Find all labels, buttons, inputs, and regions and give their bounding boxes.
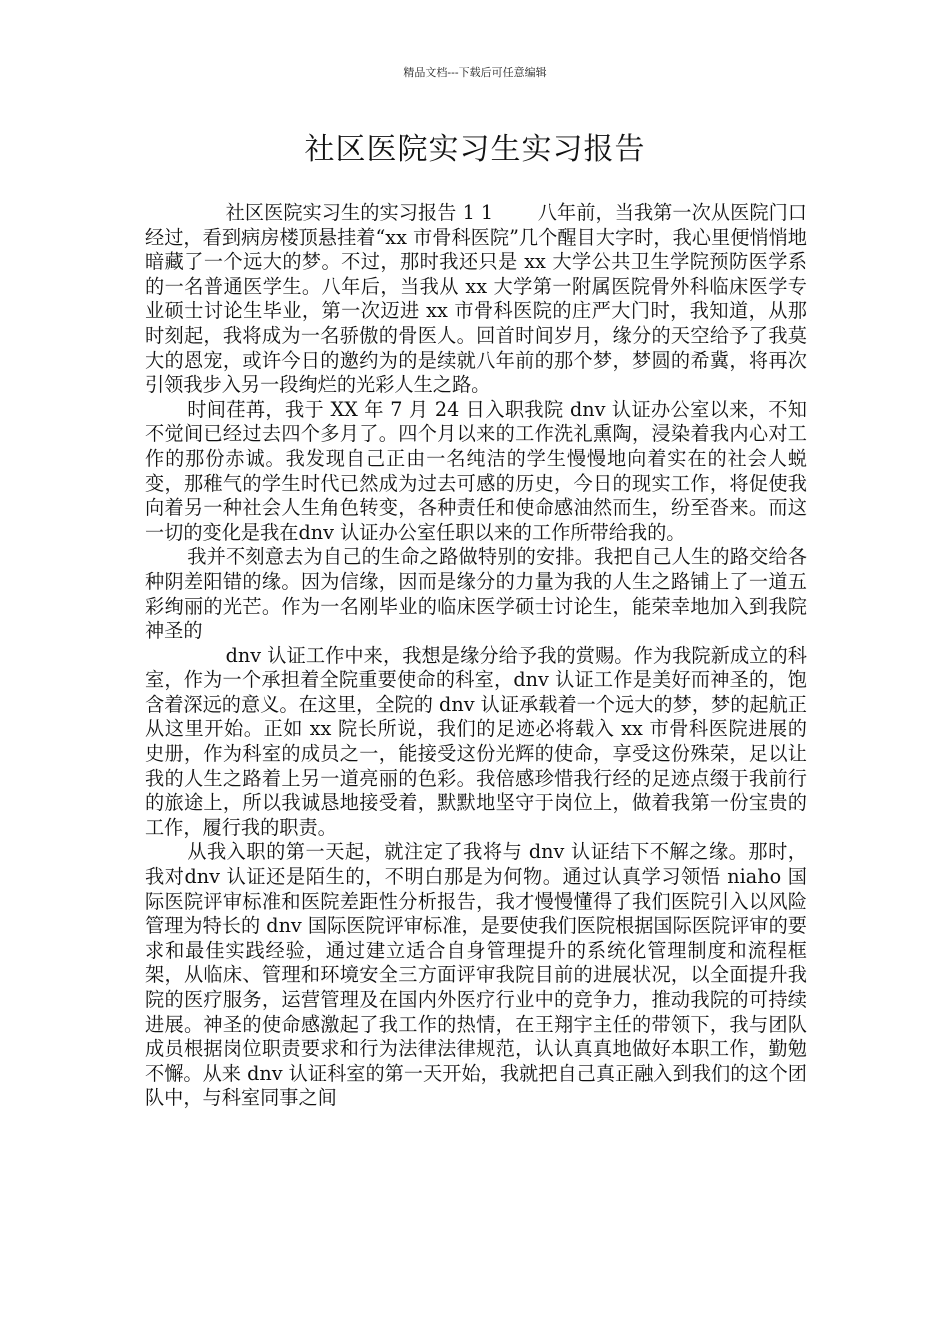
paragraph-first-day: 从我入职的第一天起，就注定了我将与 dnv 认证结下不解之缘。那时，我对dnv 认证还是陌生的，不明白那是为何物。通过认真学习领悟 niaho 国际医院评审标准和医院差距性分析报告，我才慢慢懂得了我们医院引入以风险管理为特长的 dnv 国际医院评审标准，是要使我们医院根据国际医院评审的要求和最佳实践经验，通过建立适合自身管理提升的系统化管理制度和流程框架，从临床、管理和环境安全三方面评审我院目前的进展状况，以全面提升我院的医疗服务，运营管理及在国内外医疗行业中的竞争力，推动我院的可持续进展。神圣的使命感激起了我工作的热情，在王翔宇主任的带领下，我与团队成员根据岗位职责要求和行为法律法律规范，认认真真地做好本职工作，勤勉不懈。从来 dnv 认证科室的第一天开始，我就把自己真正融入到我们的这个团队中，与科室同事之间 bbox=[145, 840, 807, 1110]
paragraph-fate: 我并不刻意去为自己的生命之路做特别的安排。我把自己人生的路交给各种阴差阳错的缘。因为信缘，因而是缘分的力量为我的人生之路铺上了一道五彩绚丽的光芒。作为一名刚毕业的临床医学硕士讨论生，能荣幸地加入到我院神圣的 bbox=[145, 545, 807, 643]
paragraph-time: 时间荏苒，我于 XX 年 7 月 24 日入职我院 dnv 认证办公室以来，不知不觉间已经过去四个多月了。四个月以来的工作洗礼熏陶，浸染着我内心对工作的那份赤诚。我发现自己正由一名纯洁的学生慢慢地向着实在的社会人蜕变，那稚气的学生时代已然成为过去可感的历史，今日的现实工作，将促使我向着另一种社会人生角色转变，各种责任和使命感油然而生，纷至沓来。而这一切的变化是我在dnv 认证办公室任职以来的工作所带给我的。 bbox=[145, 397, 807, 544]
document-title: 社区医院实习生实习报告 bbox=[304, 132, 646, 167]
paragraph-dnv-work: dnv 认证工作中来，我想是缘分给予我的赏赐。作为我院新成立的科室，作为一个承担着全院重要使命的科室，dnv 认证工作是美好而神圣的，饱含着深远的意义。在这里，全院的 dnv 认证承载着一个远大的梦，梦的起航正从这里开始。正如 xx 院长所说，我们的足迹必将载入 xx 市骨科医院进展的史册，作为科室的成员之一，能接受这份光辉的使命，享受这份殊荣，足以让我的人生之路着上另一道亮丽的色彩。我倍感珍惜我行经的足迹点缀于我前行的旅途上，所以我诚恳地接受着，默默地坚守于岗位上，做着我第一份宝贵的工作，履行我的职责。 bbox=[145, 643, 807, 839]
document-body bbox=[145, 201, 807, 1111]
paragraph-intro: 社区医院实习生的实习报告 1 1 八年前，当我第一次从医院门口经过，看到病房楼顶悬挂着“xx 市骨科医院”几个醒目大字时，我心里便悄悄地暗藏了一个远大的梦。不过，那时我还只是 xx 大学公共卫生学院预防医学系的一名普通医学生。八年后，当我从 xx 大学第一附属医院骨外科临床医学专业硕士讨论生毕业，第一次迈进 xx 市骨科医院的庄严大门时，我知道，从那时刻起，我将成为一名骄傲的骨医人。回首时间岁月，缘分的天空给予了我莫大的恩宠，或许今日的邀约为的是续就八年前的那个梦，梦圆的希冀，将再次引领我步入另一段绚烂的光彩人生之路。 bbox=[145, 201, 807, 397]
page-header-note: 精品文档---下载后可任意编辑 bbox=[403, 66, 547, 79]
